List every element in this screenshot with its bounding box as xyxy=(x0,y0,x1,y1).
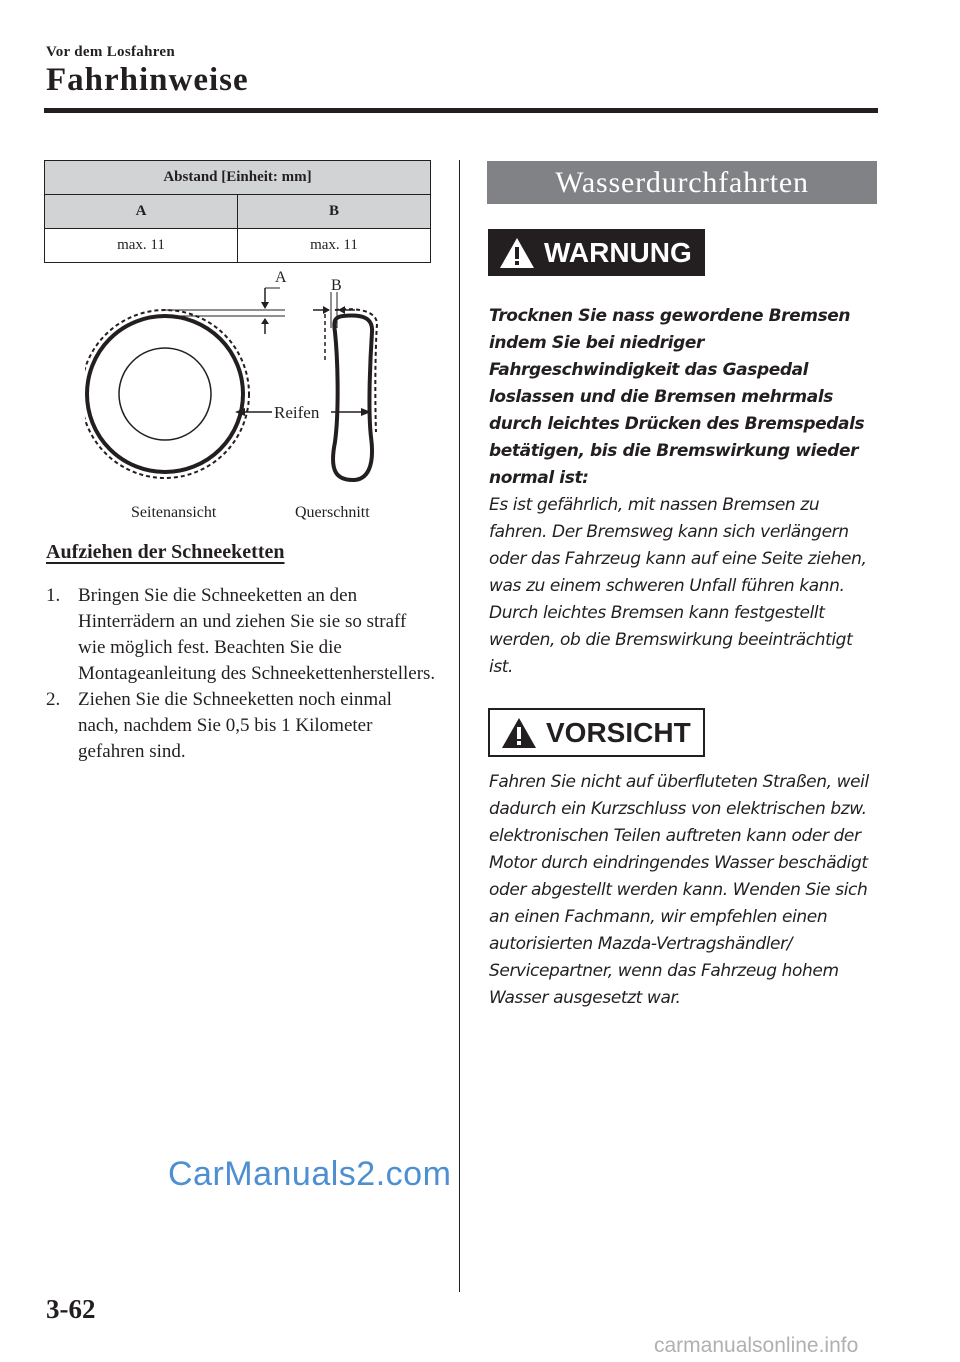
section-name: Vor dem Losfahren xyxy=(46,44,176,60)
step-item xyxy=(46,687,436,765)
warning-explanation: Es ist gefährlich, mit nassen Bremsen zu fahren. Der Bremsweg kann sich verlängern oder das Fahrzeug kann auf eine Seite ziehen, was zu einem schweren Unfall führen kann. Durch leichtes Bremsen kann festgestellt werden, ob die Bremswirkung beeinträchtigt ist. xyxy=(489,495,867,677)
chapter-title: Fahrhinweise xyxy=(46,62,249,98)
header-divider xyxy=(44,108,878,113)
column-divider xyxy=(459,160,460,1292)
label-a: A xyxy=(275,269,287,286)
tire-outer-side xyxy=(87,316,243,472)
clearance-table xyxy=(44,160,431,263)
caution-icon xyxy=(500,716,538,750)
chain-outline-side xyxy=(85,310,249,478)
caution-label-box xyxy=(488,708,705,757)
warning-label: WARNUNG xyxy=(544,236,692,268)
table-caption: Abstand [Einheit: mm] xyxy=(45,161,431,195)
column-header-b: B xyxy=(238,195,431,229)
step-item xyxy=(46,583,436,687)
rim-side xyxy=(119,348,211,440)
chains-heading: Aufziehen der Schneeketten xyxy=(46,541,285,563)
value-b: max. 11 xyxy=(238,229,431,263)
column-header-a: A xyxy=(45,195,238,229)
warning-icon xyxy=(498,236,536,270)
label-b: B xyxy=(331,277,342,294)
caution-label: VORSICHT xyxy=(546,716,691,748)
warning-instruction: Trocknen Sie nass gewordene Bremsen indem Sie bei niedriger Fahrgeschwindigkeit das Gaspedal loslassen und die Bremsen mehrmals durch leichtes Drücken des Bremspedals betätigen, bis die Bremswirkung wieder normal ist: xyxy=(489,306,865,488)
tire-cross-section xyxy=(333,316,372,480)
tire-clearance-diagram xyxy=(85,262,390,527)
warning-label-box xyxy=(488,229,705,276)
step-text: Bringen Sie die Schneeketten an den Hinterrädern an und ziehen Sie sie so straff wie möglich fest. Beachten Sie die Montageanleitung des Schneekettenherstellers. xyxy=(78,585,436,684)
step-number: 1. xyxy=(46,585,61,606)
step-number: 2. xyxy=(46,689,61,710)
caution-body: Fahren Sie nicht auf überfluteten Straßen, weil dadurch ein Kurzschluss von elektrischen bzw. elektronischen Teilen auftreten kann oder der Motor durch eindringendes Wasser beschädigt oder abgestellt werden kann. Wenden Sie sich an einen Fachmann, wir empfehlen einen autorisierten Mazda-Vertragshändler/ Servicepartner, wenn das Fahrzeug hohem Wasser ausgesetzt war. xyxy=(489,772,869,1008)
warning-body xyxy=(489,303,881,681)
step-text: Ziehen Sie die Schneeketten noch einmal nach, nachdem Sie 0,5 bis 1 Kilometer gefahren sind. xyxy=(78,689,392,762)
site-watermark: carmanualsonline.info xyxy=(654,1334,859,1357)
water-section-title: Wasserdurchfahrten xyxy=(487,161,877,204)
chains-steps xyxy=(46,583,436,765)
page-number: 3-62 xyxy=(46,1294,96,1324)
label-cross-section: Querschnitt xyxy=(295,504,370,521)
value-a: max. 11 xyxy=(45,229,238,263)
label-tire: Reifen xyxy=(274,403,320,422)
label-side-view: Seitenansicht xyxy=(131,504,217,521)
watermark-logo: CarManuals2.com xyxy=(168,1155,452,1193)
